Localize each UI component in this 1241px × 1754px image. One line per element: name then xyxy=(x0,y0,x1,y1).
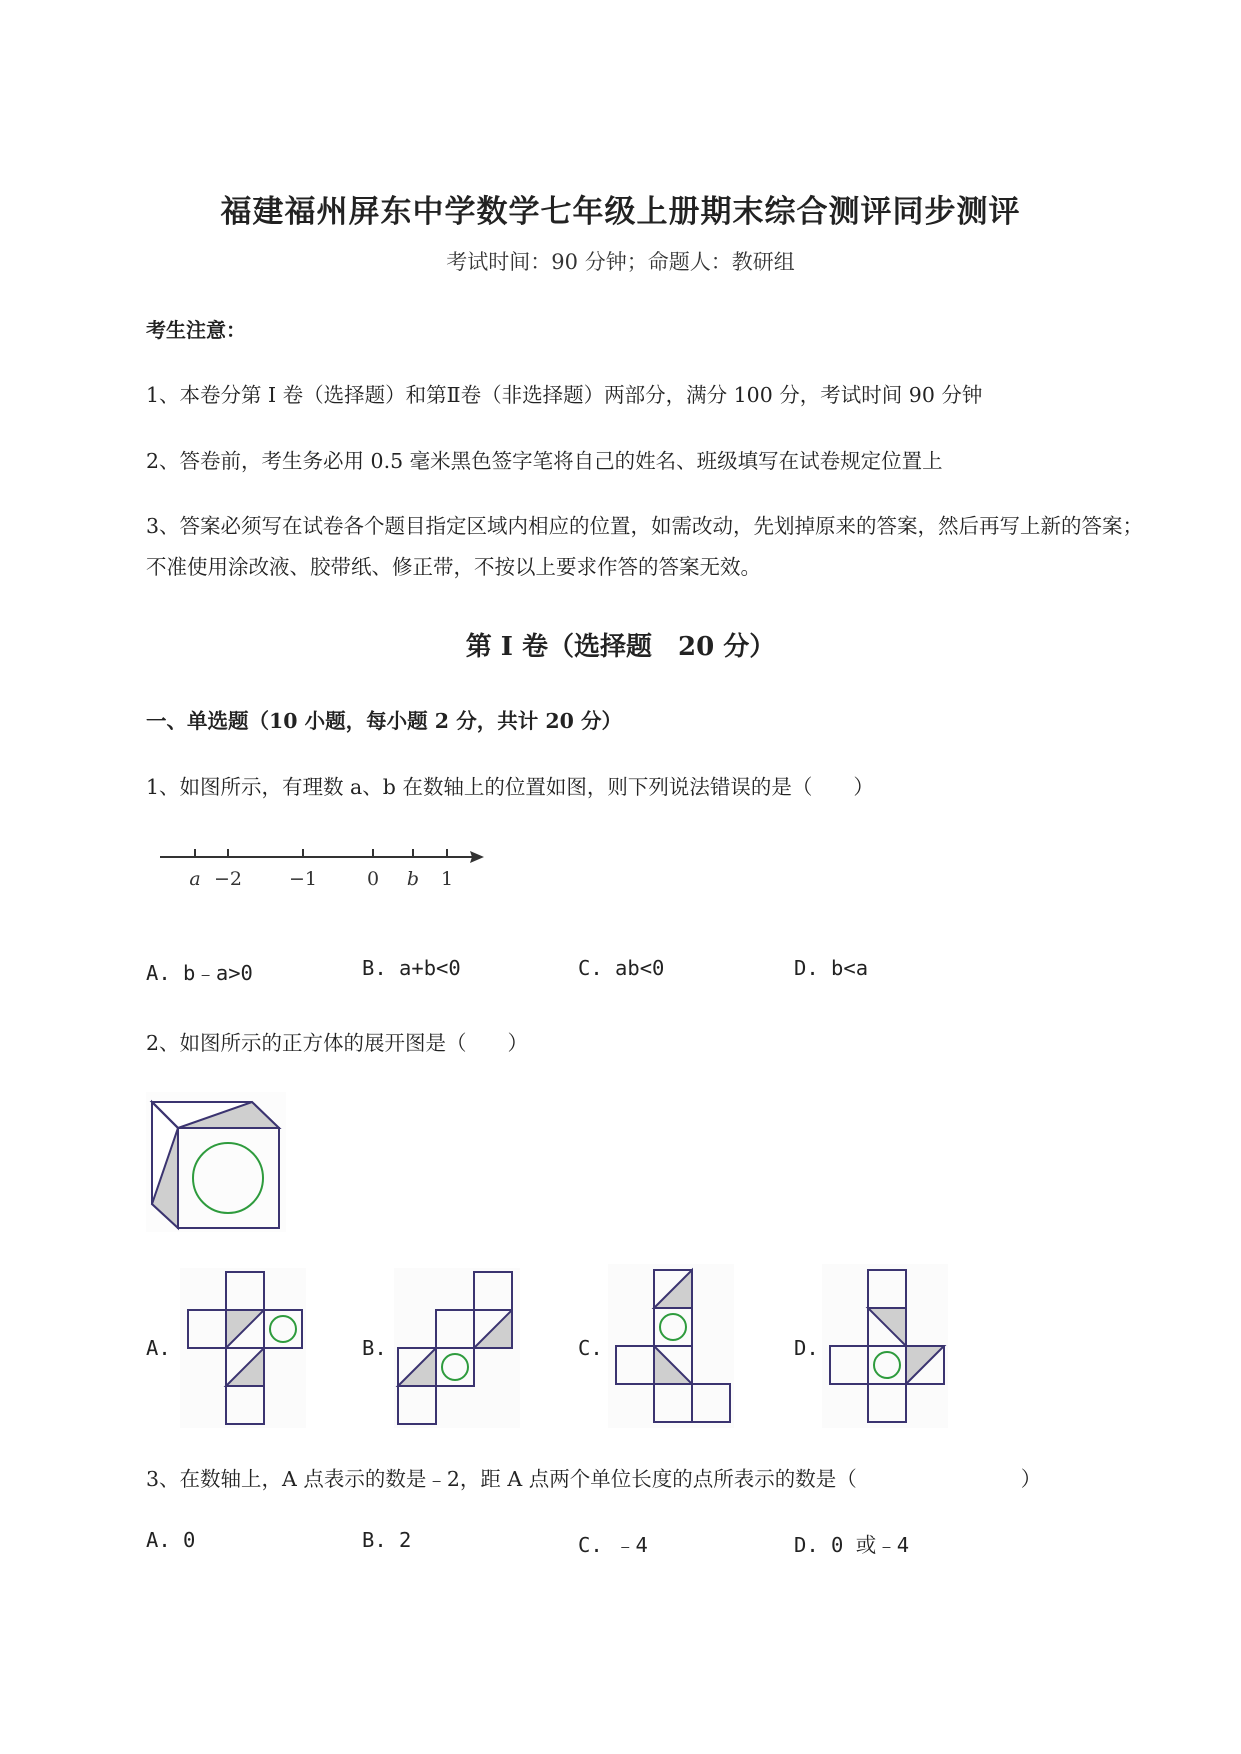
q2-net-d[interactable] xyxy=(822,1264,948,1428)
notice-item-2: 2、答卷前，考生务必用 0.5 毫米黑色签字笔将自己的姓名、班级填写在试卷规定位置上 xyxy=(146,449,943,473)
q2-option-d[interactable]: D. xyxy=(794,1336,819,1360)
exam-subtitle: 考试时间：90 分钟；命题人：教研组 xyxy=(446,250,795,274)
q1-option-d[interactable]: D. b<a xyxy=(794,956,869,980)
question-3-stem: 3、在数轴上，A 点表示的数是﹣2，距 A 点两个单位长度的点所表示的数是（ ） xyxy=(146,1467,1042,1491)
part-heading: 一、单选题（10 小题，每小题 2 分，共计 20 分） xyxy=(146,709,623,733)
notice-item-1: 1、本卷分第 I 卷（选择题）和第Ⅱ卷（非选择题）两部分，满分 100 分，考试时间 90 分钟 xyxy=(146,383,983,407)
cube-figure xyxy=(146,1092,286,1232)
label-minus-2: −2 xyxy=(213,868,243,890)
q3-option-c[interactable]: C. ﹣4 xyxy=(578,1533,648,1557)
section-title: 第 I 卷（选择题 20 分） xyxy=(465,632,776,662)
number-line-figure xyxy=(158,845,488,895)
label-b: b xyxy=(406,868,420,890)
q1-option-a[interactable]: A. b﹣a>0 xyxy=(146,961,253,985)
q3-option-d[interactable]: D. 0 或﹣4 xyxy=(794,1533,910,1557)
label-0: 0 xyxy=(366,868,380,890)
q1-option-b[interactable]: B. a+b<0 xyxy=(362,956,461,980)
q2-option-a[interactable]: A. xyxy=(146,1336,171,1360)
label-a: a xyxy=(189,868,201,890)
exam-title: 福建福州屏东中学数学七年级上册期末综合测评同步测评 xyxy=(220,194,1021,230)
label-1: 1 xyxy=(440,868,454,890)
question-2-stem: 2、如图所示的正方体的展开图是（ ） xyxy=(146,1031,529,1055)
q2-option-c[interactable]: C. xyxy=(578,1336,603,1360)
question-1-stem: 1、如图所示，有理数 a、b 在数轴上的位置如图，则下列说法错误的是（ ） xyxy=(146,775,874,799)
q3-option-b[interactable]: B. 2 xyxy=(362,1528,412,1552)
label-minus-1: −1 xyxy=(288,868,318,890)
notice-item-3: 3、答案必须写在试卷各个题目指定区域内相应的位置，如需改动，先划掉原来的答案，然后再写上新的答案；不准使用涂改液、胶带纸、修正带，不按以上要求作答的答案无效。 xyxy=(146,514,1144,579)
q2-net-c[interactable] xyxy=(608,1264,734,1428)
q3-option-a[interactable]: A. 0 xyxy=(146,1528,196,1552)
q2-option-b[interactable]: B. xyxy=(362,1336,387,1360)
q1-option-c[interactable]: C. ab<0 xyxy=(578,956,665,980)
q2-net-a[interactable] xyxy=(180,1268,306,1428)
notice-heading: 考生注意： xyxy=(146,318,246,342)
q2-net-b[interactable] xyxy=(394,1268,520,1428)
